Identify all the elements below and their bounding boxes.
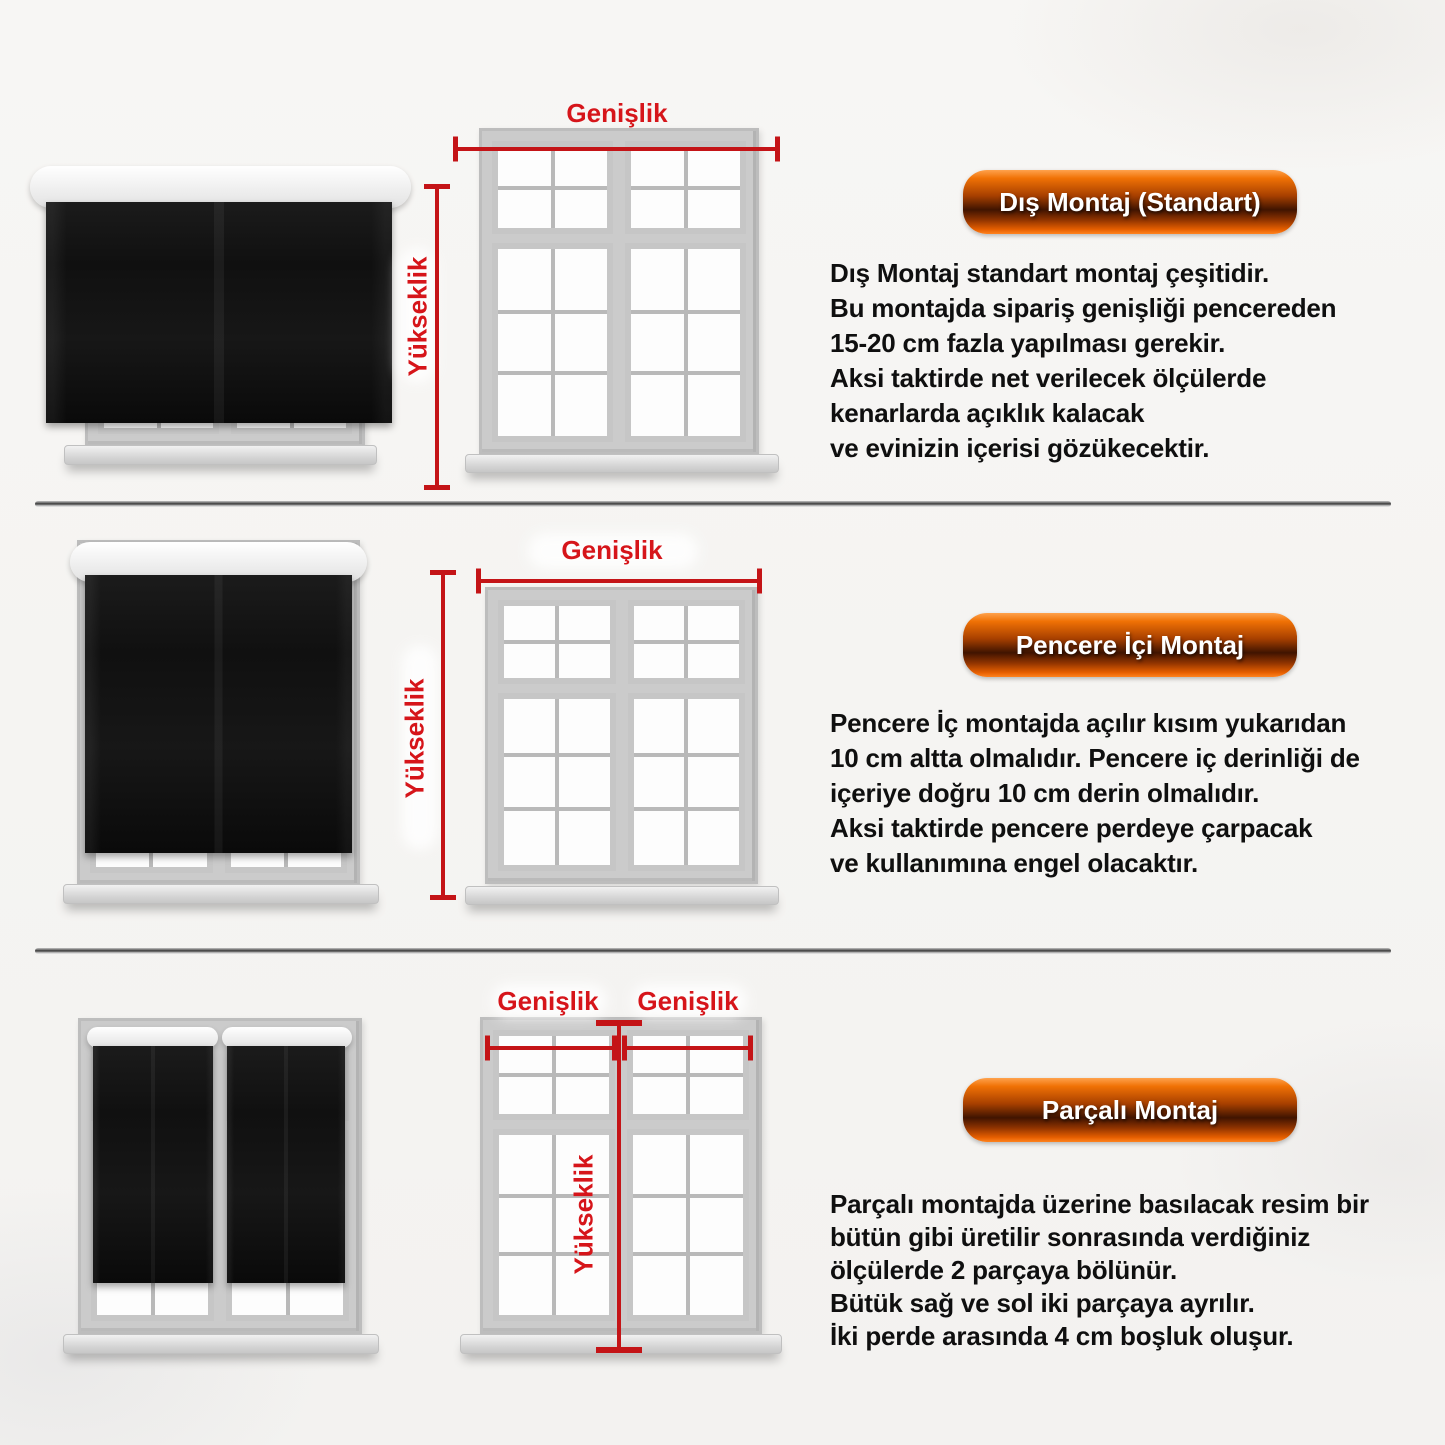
window-sash bbox=[493, 1030, 615, 1120]
description-line: ve evinizin içerisi gözükecektir. bbox=[830, 433, 1210, 463]
description-line: Aksi taktirde net verilecek ölçülerde bbox=[830, 363, 1267, 393]
window-pane-left bbox=[498, 600, 616, 871]
window-diagram bbox=[480, 1017, 762, 1334]
description-line: Bütük sağ ve sol iki parçaya ayrılır. bbox=[830, 1288, 1255, 1318]
window-sash bbox=[628, 600, 746, 684]
window-panes bbox=[504, 699, 610, 865]
description-line: Dış Montaj standart montaj çeşitidir. bbox=[830, 258, 1270, 288]
window-pane-right bbox=[627, 1030, 749, 1321]
width-label-right: Genişlik bbox=[637, 986, 739, 1016]
window-sill bbox=[465, 454, 779, 473]
window-sash bbox=[627, 1030, 749, 1120]
height-arrow bbox=[617, 1022, 621, 1351]
window-pane-left bbox=[492, 141, 613, 442]
window-sash bbox=[498, 600, 616, 684]
window-diagram bbox=[485, 587, 758, 884]
width-label: Genişlik bbox=[561, 535, 663, 565]
height-label: Yükseklik bbox=[402, 256, 433, 377]
description-line: içeriye doğru 10 cm derin olmalıdır. bbox=[830, 778, 1260, 808]
window-diagram bbox=[479, 128, 759, 455]
window-pane-right bbox=[628, 600, 746, 871]
width-arrow-right bbox=[624, 1046, 751, 1050]
window-panes bbox=[504, 606, 610, 678]
width-arrow-left bbox=[487, 1046, 615, 1050]
window-sill bbox=[64, 445, 377, 465]
badge-pencere-ici-montaj: Pencere İçi Montaj bbox=[963, 613, 1297, 677]
roller-blind-panel bbox=[46, 202, 392, 423]
window-sill bbox=[63, 884, 379, 904]
description-line: Aksi taktirde pencere perdeye çarpacak bbox=[830, 813, 1313, 843]
window-panes bbox=[631, 147, 740, 228]
height-arrow bbox=[441, 572, 445, 898]
window-panes bbox=[634, 699, 740, 865]
roller-blind-panel-right bbox=[227, 1046, 345, 1283]
section-divider bbox=[35, 501, 1391, 507]
roller-headrail-left bbox=[87, 1027, 218, 1048]
roller-blind-panel bbox=[85, 575, 352, 853]
description-line: bütün gibi üretilir sonrasında verdiğiniz bbox=[830, 1222, 1311, 1252]
window-sash bbox=[625, 141, 746, 234]
badge-dis-montaj: Dış Montaj (Standart) bbox=[963, 170, 1297, 234]
window-panes bbox=[634, 606, 740, 678]
width-label-left: Genişlik bbox=[497, 986, 599, 1016]
window-sash bbox=[492, 141, 613, 234]
height-label: Yükseklik bbox=[399, 678, 430, 799]
description-line: İki perde arasında 4 cm boşluk oluşur. bbox=[830, 1321, 1294, 1351]
width-arrow bbox=[455, 147, 778, 151]
window-panes bbox=[633, 1135, 743, 1315]
description-dis-montaj bbox=[830, 256, 1336, 466]
window-sash bbox=[625, 243, 746, 442]
description-line: 15-20 cm fazla yapılması gerekir. bbox=[830, 328, 1226, 358]
window-sash bbox=[628, 693, 746, 871]
window-sash bbox=[492, 243, 613, 442]
window-panes bbox=[498, 249, 607, 436]
window-sill bbox=[63, 1334, 379, 1354]
window-sash bbox=[498, 693, 616, 871]
section-divider bbox=[35, 948, 1391, 954]
window-panes bbox=[631, 249, 740, 436]
description-line: ve kullanımına engel olacaktır. bbox=[830, 848, 1199, 878]
window-pane-right bbox=[625, 141, 746, 442]
description-line: Pencere İç montajda açılır kısım yukarıdan bbox=[830, 708, 1347, 738]
width-arrow bbox=[478, 579, 760, 583]
roller-blind-panel-left bbox=[93, 1046, 213, 1283]
description-line: ölçülerde 2 parçaya bölünür. bbox=[830, 1255, 1177, 1285]
description-line: 10 cm altta olmalıdır. Pencere iç derinliği de bbox=[830, 743, 1360, 773]
window-sash bbox=[627, 1129, 749, 1321]
description-line: Bu montajda sipariş genişliği pencereden bbox=[830, 293, 1337, 323]
description-line: kenarlarda açıklık kalacak bbox=[830, 398, 1145, 428]
badge-parcali-montaj: Parçalı Montaj bbox=[963, 1078, 1297, 1142]
height-arrow bbox=[435, 186, 439, 488]
width-label: Genişlik bbox=[566, 98, 668, 128]
window-sill bbox=[465, 886, 779, 905]
description-line: Parçalı montajda üzerine basılacak resim bir bbox=[830, 1189, 1369, 1219]
description-parcali bbox=[830, 1188, 1369, 1353]
window-panes bbox=[498, 147, 607, 228]
description-pencere-ici bbox=[830, 706, 1360, 881]
height-label: Yükseklik bbox=[568, 1154, 599, 1275]
roller-headrail-right bbox=[222, 1027, 352, 1048]
